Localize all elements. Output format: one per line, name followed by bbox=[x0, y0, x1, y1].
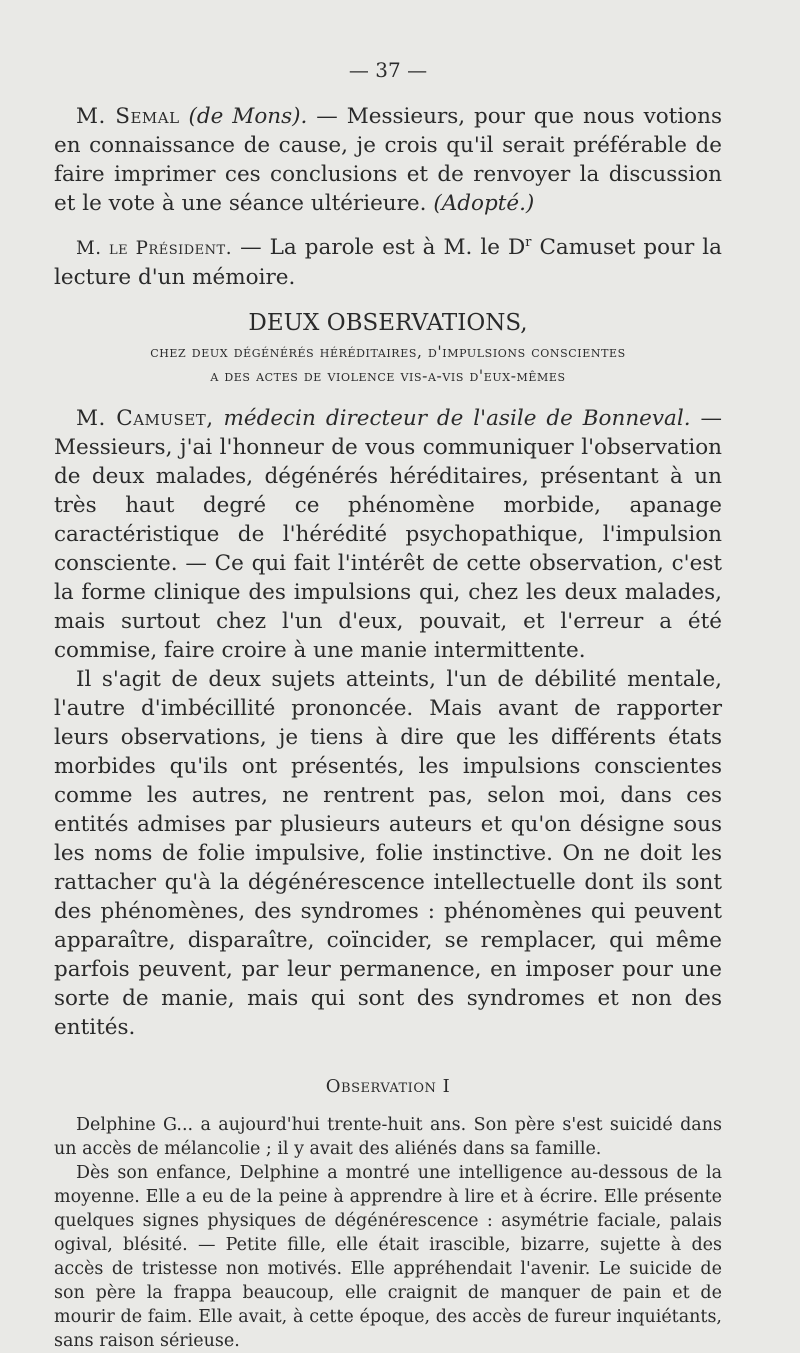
speaker-name: M. Camuset, bbox=[76, 406, 214, 432]
superscript: r bbox=[525, 235, 532, 250]
paragraph-text: — La parole est à M. le D bbox=[240, 235, 526, 261]
paragraph-semal bbox=[54, 102, 722, 218]
paragraph-text: — Messieurs, j'ai l'honneur de vous communiquer l'observation de deux malades, dégénérés héréditaires, présentant à un très haut degré ce phénomène morbide, apanage caractéristique de l'hérédité psychopathique, l'impulsion consciente. — Ce qui fait l'intérêt de cette observation, c'est la forme clinique des impulsions qui, chez les deux malades, mais surtout chez l'un d'eux, pouvait, et l'erreur a été commise, faire croire à une manie intermittente. bbox=[54, 406, 722, 664]
section-subtitle-line-2: a des actes de violence vis-a-vis d'eux-mêmes bbox=[210, 367, 566, 386]
paragraph-text: Camuset pour la lecture d'un mémoire. bbox=[54, 235, 722, 291]
speaker-role: médecin directeur de l'asile de Bonneval. bbox=[223, 406, 691, 432]
observation-paragraph-1: Delphine G... a aujourd'hui trente-huit ans. Son père s'est suicidé dans un accès de mélancolie ; il y avait des aliénés dans sa famille. bbox=[54, 1115, 722, 1160]
paragraph-camuset bbox=[54, 404, 722, 665]
paragraph-president bbox=[54, 228, 722, 292]
paragraph-text: — Messieurs, pour que nous votions en connaissance de cause, je crois qu'il serait préférable de faire imprimer ces conclusions et de renvoyer la discussion et le vote à une séance ultérieure. bbox=[54, 104, 723, 216]
page-number: — 37 — bbox=[348, 58, 428, 82]
observation-paragraph-2: Dès son enfance, Delphine a montré une intelligence au-dessous de la moyenne. Elle a eu de la peine à apprendre à lire et à écrire. Elle présente quelques signes physiques de dégénérescence : asymétrie faciale, palais ogival, blésité. — Petite fille, elle était irascible, bizarre, sujette à des accès de tristesse non motivés. Elle appréhendait l'avenir. Le suicide de son père la frappa beaucoup, elle craignit de manquer de pain et de mourir de faim. Elle avait, à cette époque, des accès de fureur inquiétants, sans raison sérieuse. bbox=[54, 1163, 722, 1352]
observation-title: Observation I bbox=[325, 1076, 451, 1098]
speaker-name: M. le Président. bbox=[76, 238, 233, 260]
speaker-place: (de Mons). bbox=[188, 104, 308, 129]
speaker-name: M. Semal bbox=[76, 104, 180, 129]
section-title: DEUX OBSERVATIONS, bbox=[248, 310, 528, 337]
adopted-note: (Adopté.) bbox=[433, 191, 535, 216]
section-subtitle-line-1: chez deux dégénérés héréditaires, d'impulsions conscientes bbox=[150, 343, 626, 362]
paragraph-body: Il s'agit de deux sujets atteints, l'un de débilité mentale, l'autre d'imbécillité prononcée. Mais avant de rapporter leurs observations, je tiens à dire que les différents états morbides qu'ils ont présentés, les impulsions conscientes comme les autres, ne rentrent pas, selon moi, dans ces entités admises par plusieurs auteurs et qu'on désigne sous les noms de folie impulsive, folie instinctive. On ne doit les rattacher qu'à la dégénérescence intellectuelle dont ils sont des phénomènes, des syndromes : phénomènes qui peuvent apparaître, disparaître, coïncider, se remplacer, qui même parfois peuvent, par leur permanence, en imposer pour une sorte de manie, mais qui sont des syndromes et non des entités. bbox=[54, 667, 722, 1041]
